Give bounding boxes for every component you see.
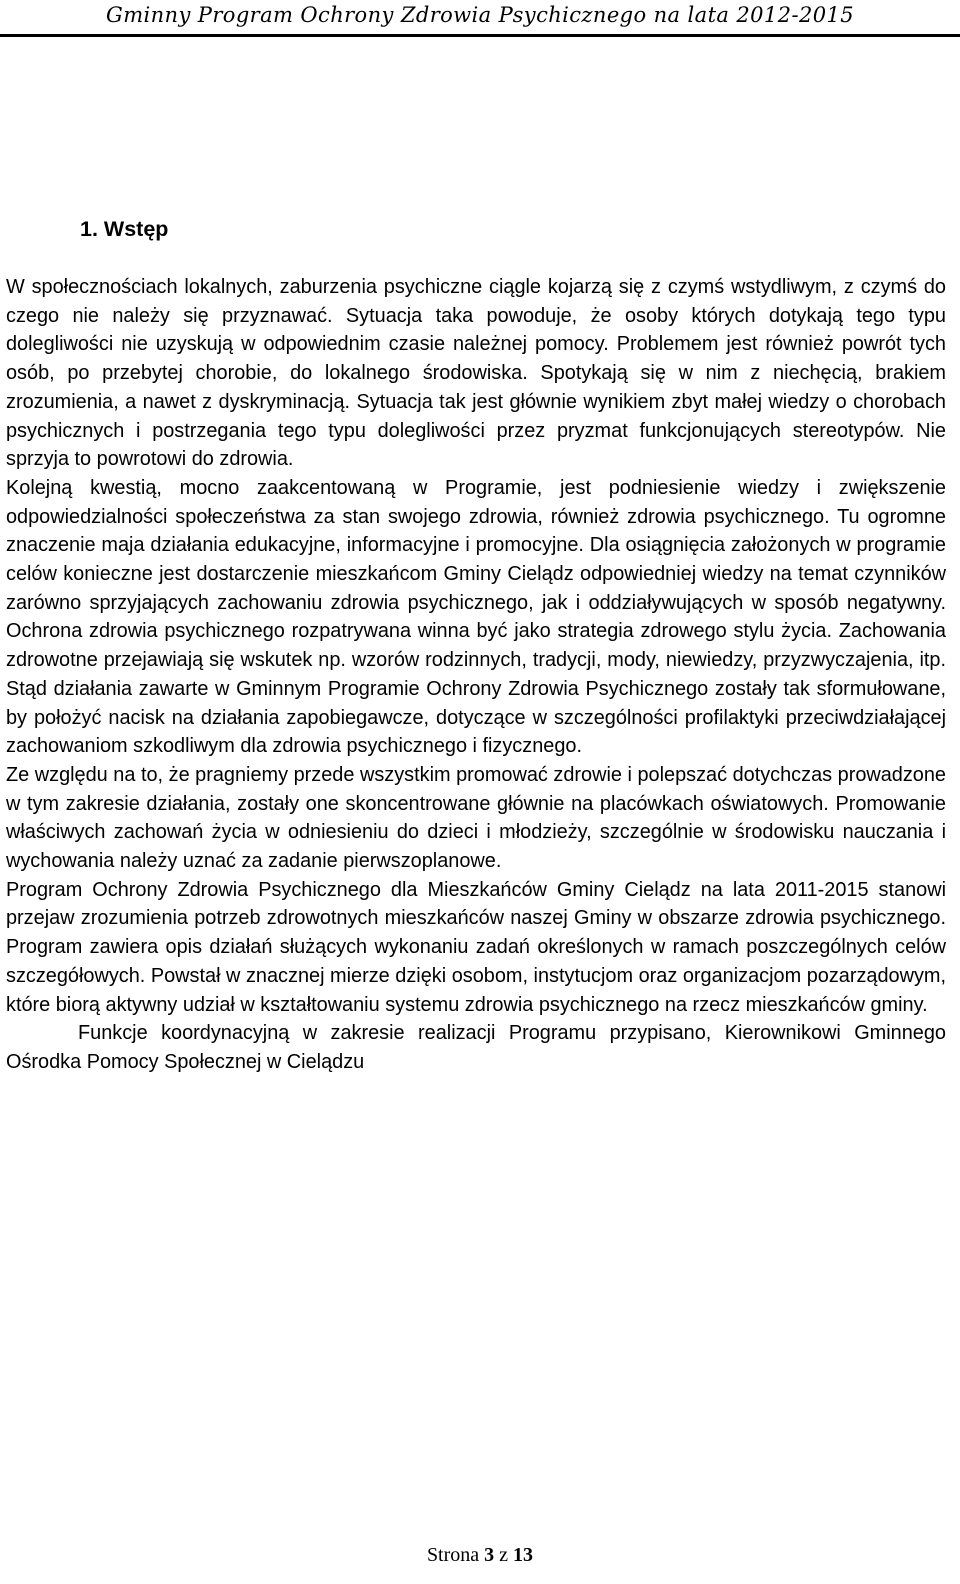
total-page-count: 13 — [513, 1544, 534, 1566]
page-number-footer — [0, 1541, 960, 1569]
paragraph-3: Ze względu na to, że pragniemy przede wszystkim promować zdrowie i polepszać dotychczas prowadzone w tym zakresie działania, zostały one skoncentrowane głównie na placówkach oświatowych. Promowanie właściwych zachowań życia w odniesieniu do dzieci i młodzieży, szczególnie w środowisku nauczania i wychowania należy uznać za zadanie pierwszoplanowe. — [6, 763, 946, 873]
paragraph-2: Kolejną kwestią, mocno zaakcentowaną w Programie, jest podniesienie wiedzy i zwiększenie odpowiedzialności społeczeństwa za stan swojego zdrowia, również zdrowia psychicznego. Tu ogromne znaczenie maja działania edukacyjne, informacyjne i promocyjne. Dla osiągnięcia założonych w programie celów konieczne jest dostarczenie mieszkańcom Gminy Cielądz odpowiedniej wiedzy na temat czynników zarówno sprzyjających zachowaniu zdrowia psychicznego, jak i oddziaływujących w sposób negatywny. Ochrona zdrowia psychicznego rozpatrywana winna być jako strategia zdrowego stylu życia. Zachowania zdrowotne przejawiają się wskutek np. wzorów rodzinnych, tradycji, mody, niewiedzy, przyzwyczajenia, itp. Stąd działania zawarte w Gminnym Programie Ochrony Zdrowia Psychicznego zostały tak sformułowane, by położyć nacisk na działania zapobiegawcze, dotyczące w szczególności profilaktyki przeciwdziałającej zachowaniom szkodliwym dla zdrowia psychicznego i fizycznego. — [6, 476, 946, 758]
document-body — [6, 273, 946, 1077]
page-separator: z — [499, 1544, 509, 1566]
paragraph-5: Funkcje koordynacyjną w zakresie realizacji Programu przypisano, Kierownikowi Gminnego Ośrodka Pomocy Społecznej w Cielądzu — [6, 1022, 946, 1073]
running-header — [0, 0, 960, 36]
paragraph-1: W społecznościach lokalnych, zaburzenia psychiczne ciągle kojarzą się z czymś wstydliwym, z czymś do czego nie należy się przyznawać. Sytuacja taka powoduje, że osoby których dotykają tego typu dolegliwości nie uzyskują w odpowiednim czasie należnej pomocy. Problemem jest również powrót tych osób, po przebytej chorobie, do lokalnego środowiska. Spotykają się w nim z niechęcią, brakiem zrozumienia, a nawet z dyskryminacją. Sytuacja tak jest głównie wynikiem zbyt małej wiedzy o chorobach psychicznych i postrzegania tego typu dolegliwości przez pryzmat funkcjonujących stereotypów. Nie sprzyja to powrotowi do zdrowia. — [6, 276, 946, 471]
header-divider — [0, 34, 960, 37]
page-label: Strona — [426, 1544, 480, 1566]
section-heading: 1. Wstęp — [80, 217, 169, 241]
running-header-title: Gminny Program Ochrony Zdrowia Psychicznego na lata 2012-2015 — [106, 3, 854, 27]
current-page-number: 3 — [484, 1544, 495, 1566]
paragraph-4: Program Ochrony Zdrowia Psychicznego dla Mieszkańców Gminy Cielądz na lata 2011-2015 stanowi przejaw zrozumienia potrzeb zdrowotnych mieszkańców naszej Gminy w obszarze zdrowia psychicznego. Program zawiera opis działań służących wykonaniu zadań określonych w ramach poszczególnych celów szczegółowych. Powstał w znacznej mierze dzięki osobom, instytucjom oraz organizacjom pozarządowym, które biorą aktywny udział w kształtowaniu systemu zdrowia psychicznego na rzecz mieszkańców gminy. — [6, 878, 946, 1016]
